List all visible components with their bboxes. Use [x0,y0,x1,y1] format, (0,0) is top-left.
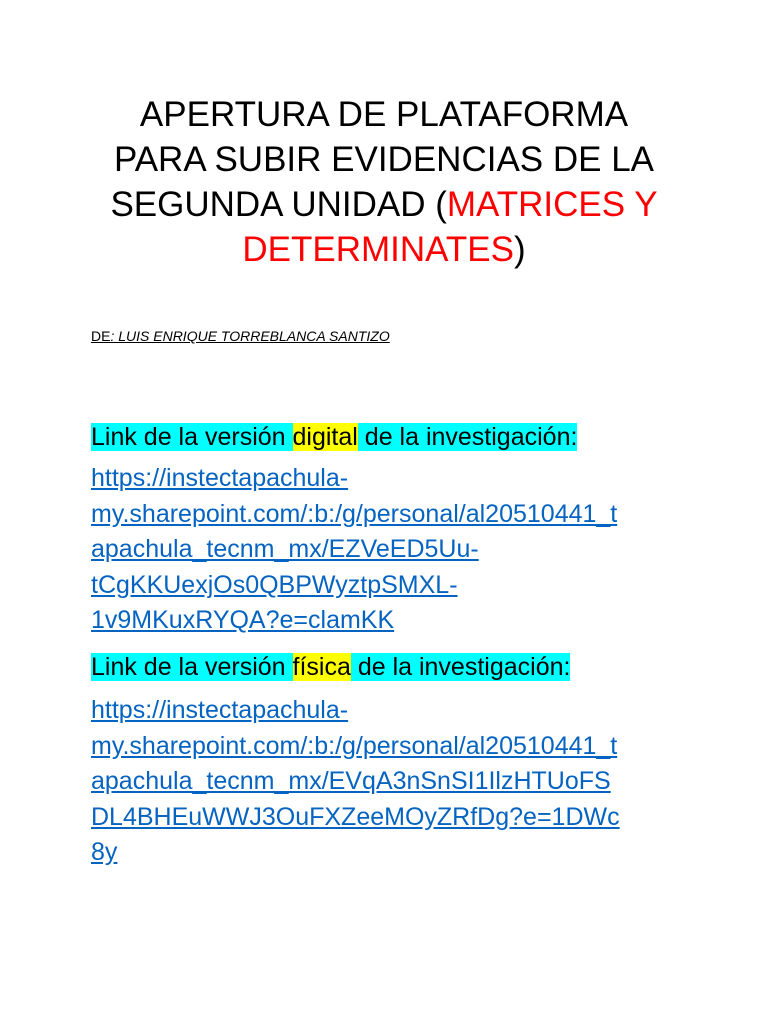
title-topic-part-2: DETERMINATES [242,230,514,269]
physical-label-before: Link de la versión [91,653,293,681]
physical-link-line-5: 8y [91,838,118,866]
author-line [91,327,390,345]
digital-link-line-2: my.sharepoint.com/:b:/g/personal/al20510441_t [91,499,618,528]
physical-label-highlight: física [292,653,351,681]
digital-link-line-5: 1v9MKuxRYQA?e=clamKK [91,606,395,634]
physical-link-line-3: apachula_tecnm_mx/EVqA3nSnSI1IlzHTUoFS [91,767,611,795]
title-line-3: SEGUNDA UNIDAD ( [110,185,447,224]
title-line-1: APERTURA DE PLATAFORMA [139,95,629,134]
title-line-2: PARA SUBIR EVIDENCIAS DE LA [113,140,655,179]
title-topic-part-1: MATRICES Y [446,185,658,224]
digital-label-before: Link de la versión [91,423,293,451]
physical-version-link[interactable] [91,693,691,871]
physical-link-label [91,650,570,684]
title-closing-paren: ) [513,230,526,269]
digital-label-after: de la investigación: [357,423,578,451]
digital-link-line-3: apachula_tecnm_mx/EZVeED5Uu- [91,535,479,563]
physical-link-line-2: my.sharepoint.com/:b:/g/personal/al20510441_t [91,731,618,760]
physical-link-line-4: DL4BHEuWWJ3OuFXZeeMOyZRfDg?e=1DWc [91,802,620,831]
digital-link-label [91,420,577,454]
physical-link-line-1: https://instectapachula- [91,696,349,724]
digital-version-link[interactable] [91,461,691,639]
digital-label-highlight: digital [292,423,358,451]
author-prefix: DE [91,328,111,344]
physical-label-after: de la investigación: [350,653,571,681]
digital-link-line-4: tCgKKUexjOs0QBPWyztpSMXL- [91,570,458,599]
document-title [40,92,728,272]
author-name: : LUIS ENRIQUE TORREBLANCA SANTIZO [110,328,390,344]
digital-link-line-1: https://instectapachula- [91,464,349,492]
